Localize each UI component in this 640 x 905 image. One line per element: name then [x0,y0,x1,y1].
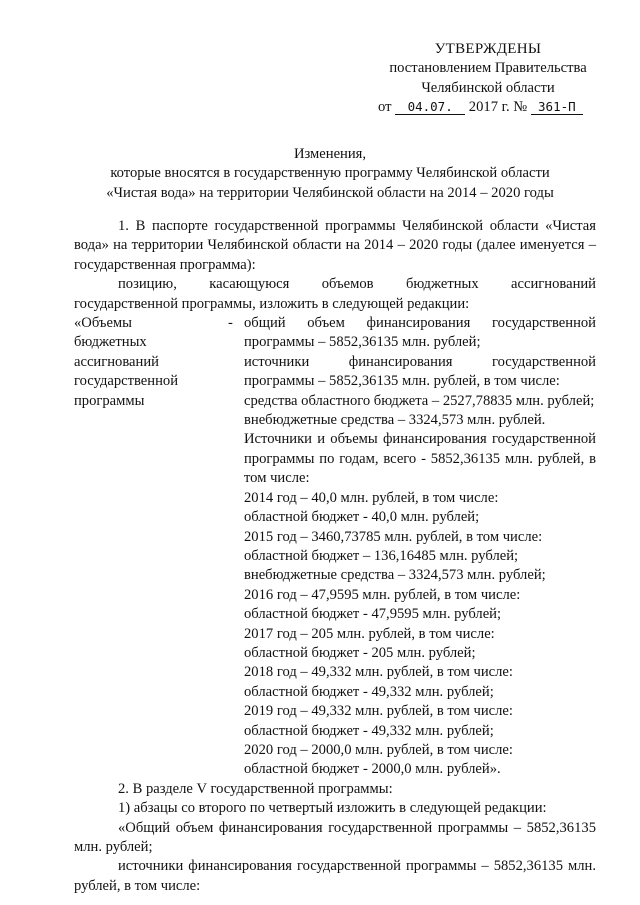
section1-position-line2: государственной программы, изложить в следующей редакции: [74,295,470,312]
label-line: бюджетных [74,334,147,351]
value-line: Источники и объемы финансирования государственной программы по годам, всего - 5852,36135 млн. рублей, в том числе: [244,431,596,487]
value-line: 2015 год – 3460,73785 млн. рублей, в том числе: [244,528,543,545]
approval-date-line [378,98,598,117]
label-line: государственной [74,373,179,390]
value-line: областной бюджет - 40,0 млн. рублей; [244,509,480,526]
approval-block [378,40,598,118]
approval-line-1: постановлением Правительства [389,60,587,77]
value-line: 2019 год – 49,332 млн. рублей, в том числе: [244,703,513,720]
approval-line-2: Челябинской области [421,79,555,96]
label-line: «Объемы [74,315,132,332]
title-line-3: «Чистая вода» на территории Челябинской области на 2014 – 2020 годы [106,184,554,201]
handwritten-date: 04.07. [395,100,465,115]
label-line: программы [74,392,145,409]
value-line: областной бюджет - 49,332 млн. рублей; [244,722,494,739]
passport-table-value [244,314,596,780]
section2-item1: 1) абзацы со второго по четвертый изложить в следующей редакции: [118,800,547,817]
value-line: областной бюджет - 2000,0 млн. рублей». [244,761,501,778]
approval-from-prefix: от [378,99,392,116]
document-title [80,145,580,203]
section2-para1: «Общий объем финансирования государственной программы – 5852,36135 млн. рублей; [74,819,596,855]
value-line: областной бюджет – 136,16485 млн. рублей; [244,547,519,564]
value-line: источники финансирования государственной программы – 5852,36135 млн. рублей, в том числе: [244,353,596,390]
title-line-2: которые вносятся в государственную программу Челябинской области [110,165,550,182]
value-line: 2018 год – 49,332 млн. рублей, в том числе: [244,664,513,681]
passport-table-dash: - [228,315,233,332]
approval-year-text: 2017 г. № [468,99,528,116]
handwritten-number: 361-П [531,100,583,115]
value-line: областной бюджет - 205 млн. рублей; [244,644,476,661]
label-line: ассигнований [74,353,159,370]
passport-table [74,314,596,780]
passport-table-label [74,314,228,780]
section1-position-line1: позицию, касающуюся объемов бюджетных ассигнований [118,276,596,293]
value-line: 2016 год – 47,9595 млн. рублей, в том числе: [244,586,521,603]
value-line: внебюджетные средства – 3324,573 млн. рублей. [244,412,546,429]
approval-heading: УТВЕРЖДЕНЫ [434,41,542,57]
section2-para2: источники финансирования государственной программы – 5852,36135 млн. рублей, в том числе: [74,858,596,894]
value-line: общий объем финансирования государственной программы – 5852,36135 млн. рублей; [244,315,596,351]
value-line: 2014 год – 40,0 млн. рублей, в том числе: [244,489,499,506]
value-line: 2020 год – 2000,0 млн. рублей, в том числе: [244,741,513,758]
value-line: 2017 год – 205 млн. рублей, в том числе: [244,625,495,642]
section1-intro: 1. В паспорте государственной программы Челябинской области «Чистая вода» на территории Челябинской области на 2014 – 2020 годы (далее именуется – государственная программа): [74,218,596,273]
value-line: средства областного бюджета – 2527,78835 млн. рублей; [244,392,595,409]
section2-heading: 2. В разделе V государственной программы: [118,780,393,797]
title-line-1: Изменения, [293,146,367,162]
value-line: областной бюджет - 49,332 млн. рублей; [244,683,494,700]
value-line: внебюджетные средства – 3324,573 млн. рублей; [244,567,546,584]
value-line: областной бюджет - 47,9595 млн. рублей; [244,606,502,623]
document-body [74,217,596,896]
